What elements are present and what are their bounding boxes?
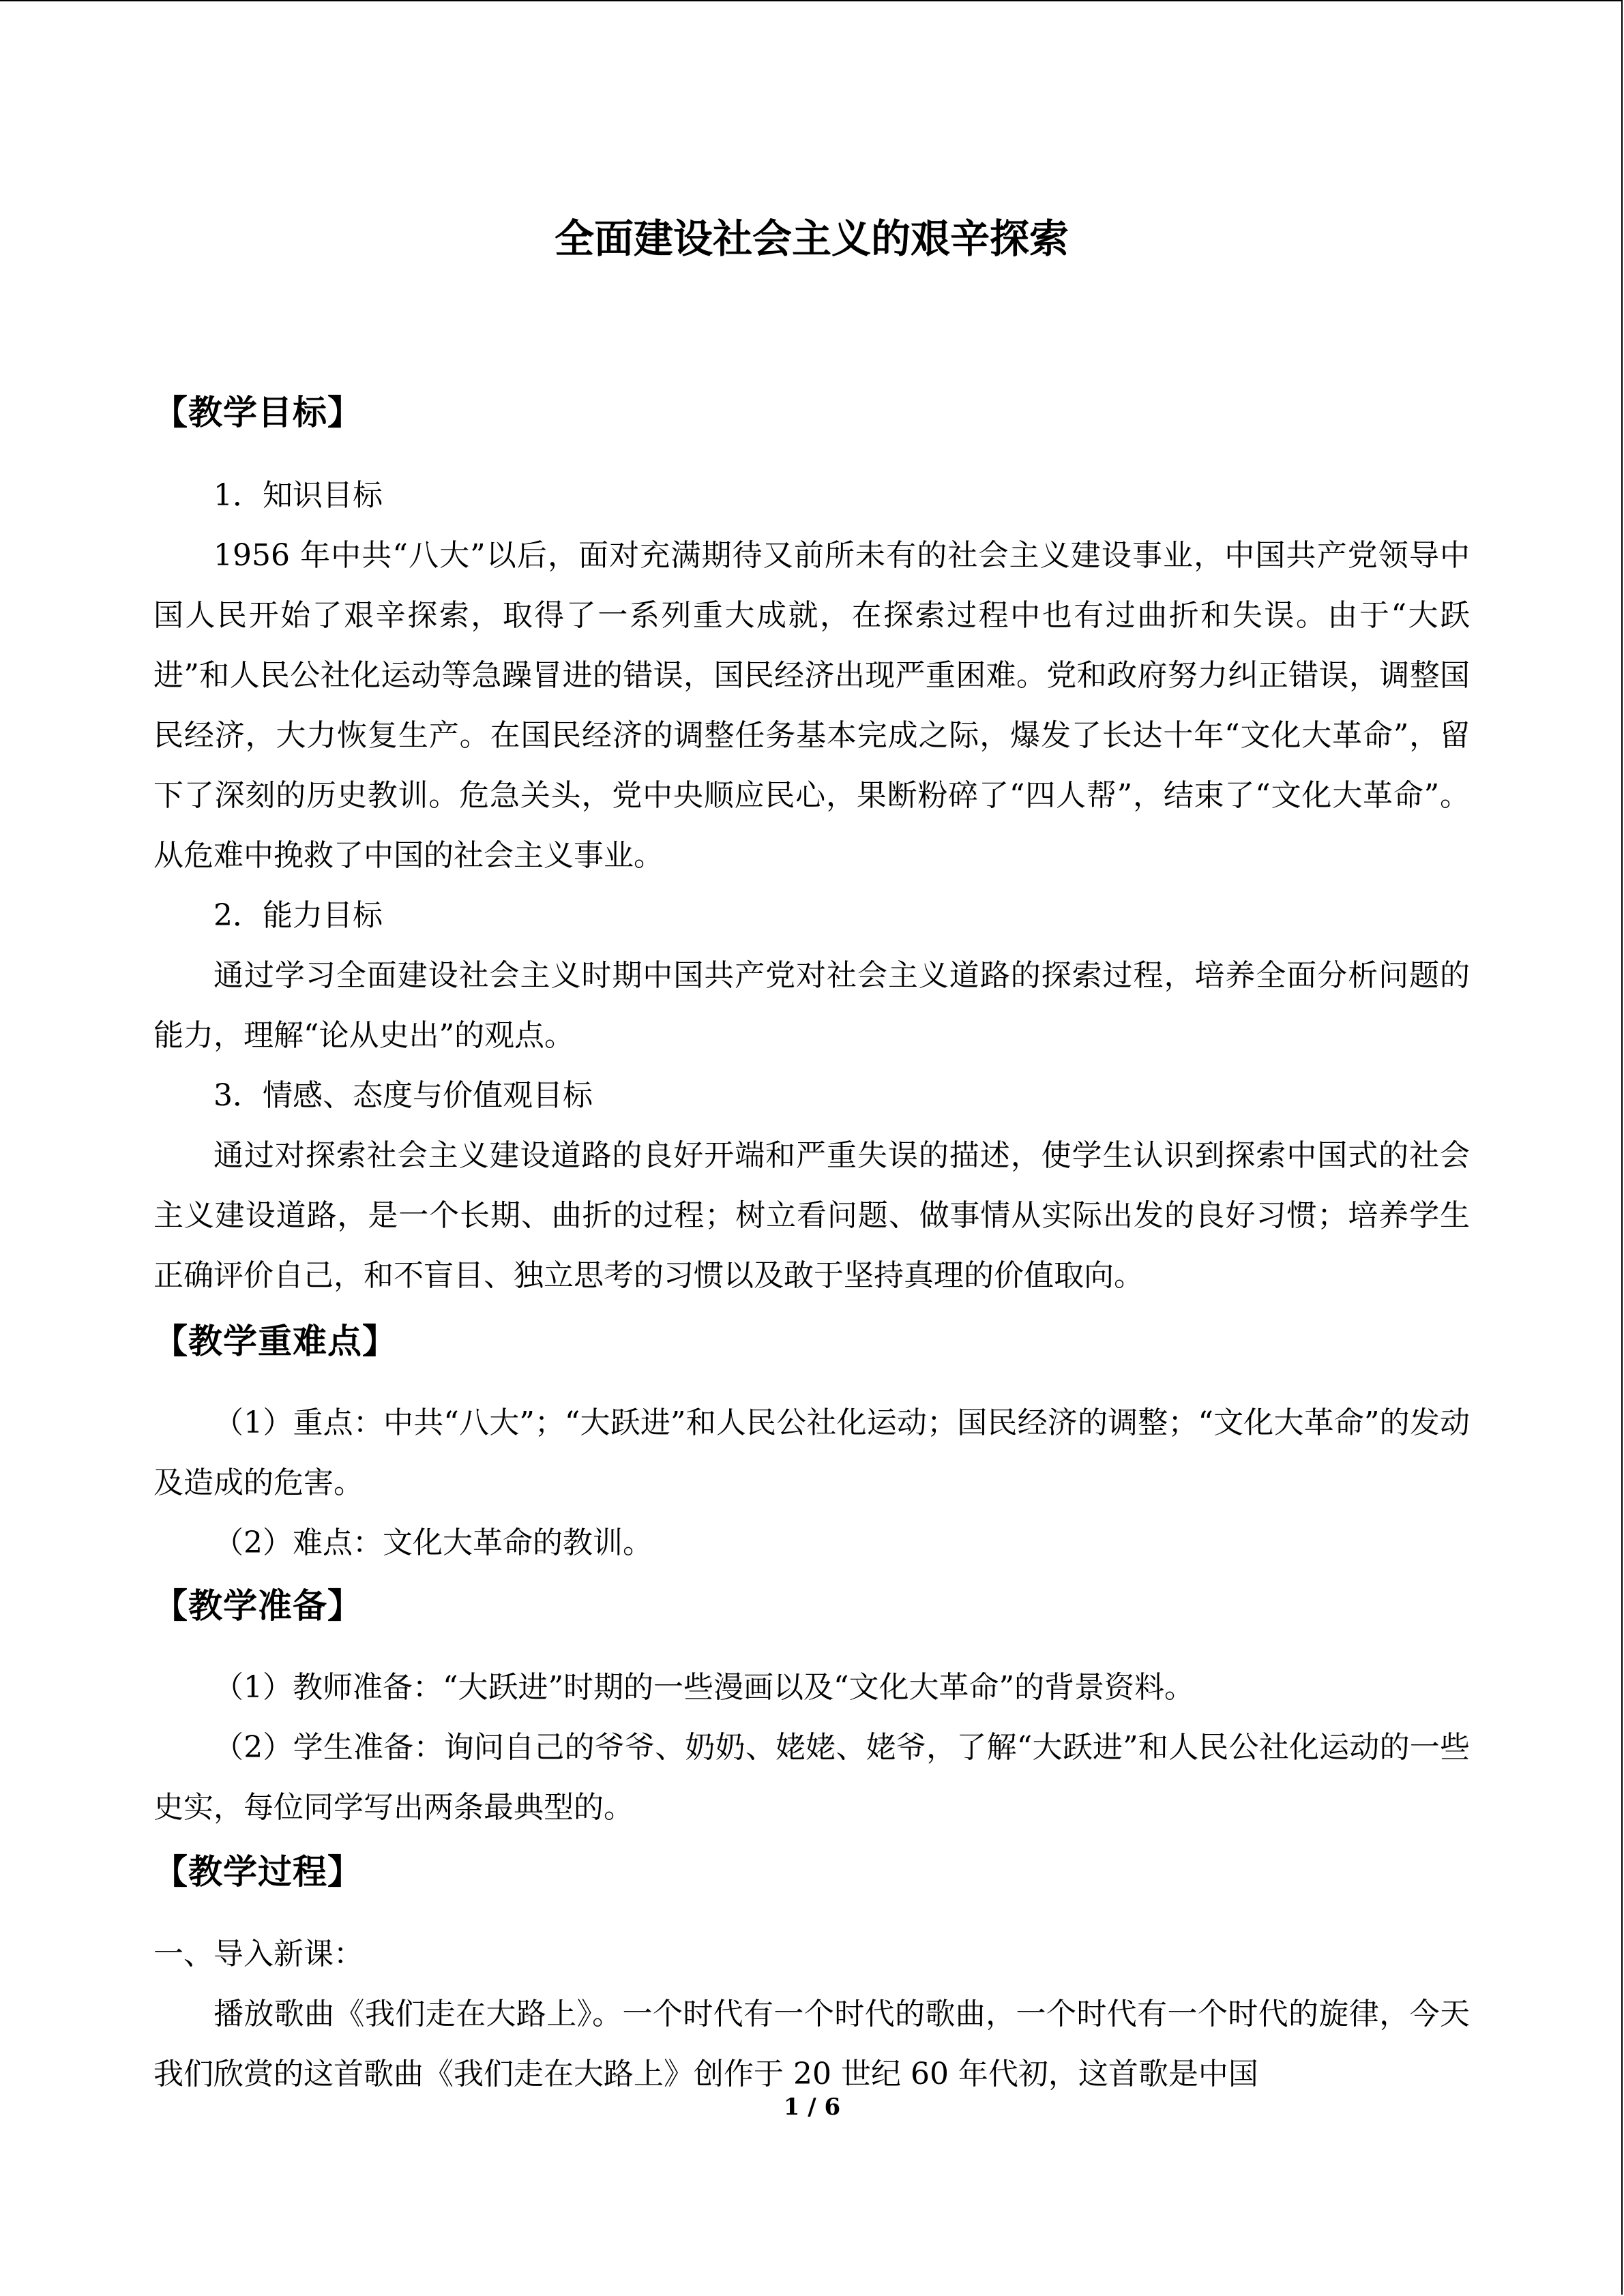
- key-points-heading: 【教学重难点】: [153, 1322, 397, 1361]
- values-goal-text: 通过对探索社会主义建设道路的良好开端和严重失误的描述，使学生认识到探索中国式的社会主义建设道路，是一个长期、曲折的过程；树立看问题、做事情从实际出发的良好习惯；培养学生正确评价自己，和不盲目、独立思考的习惯以及敢于坚持真理的价值取向。: [153, 1138, 1470, 1293]
- key-point-difficulty: （2）难点：文化大革命的教训。: [213, 1525, 653, 1560]
- document-title: 全面建设社会主义的艰辛探索: [554, 215, 1069, 262]
- ability-goal-label: 2．能力目标: [213, 898, 383, 933]
- knowledge-goal-label: 1．知识目标: [213, 478, 383, 513]
- teaching-goals-heading: 【教学目标】: [153, 393, 362, 432]
- preparation-heading: 【教学准备】: [153, 1586, 362, 1626]
- intro-text: 播放歌曲《我们走在大路上》。一个时代有一个时代的歌曲，一个时代有一个时代的旋律，今天我们欣赏的这首歌曲《我们走在大路上》创作于 20 世纪 60 年代初，这首歌是中国: [153, 1997, 1470, 2091]
- teacher-preparation: （1）教师准备：“大跃进”时期的一些漫画以及“文化大革命”的背景资料。: [213, 1670, 1194, 1705]
- intro-label: 一、导入新课：: [153, 1937, 364, 1971]
- knowledge-goal-text: 1956 年中共“八大”以后，面对充满期待又前所未有的社会主义建设事业，中国共产党领导中国人民开始了艰辛探索，取得了一系列重大成就，在探索过程中也有过曲折和失误。由于“大跃进”和人民公社化运动等急躁冒进的错误，国民经济出现严重困难。党和政府努力纠正错误，调整国民经济，大力恢复生产。在国民经济的调整任务基本完成之际，爆发了长达十年“文化大革命”，留下了深刻的历史教训。危急关头，党中央顺应民心，果断粉碎了“四人帮”，结束了“文化大革命”。从危难中挽救了中国的社会主义事业。: [153, 538, 1470, 873]
- page-number: 1 / 6: [783, 2093, 841, 2121]
- student-preparation: （2）学生准备：询问自己的爷爷、奶奶、姥姥、姥爷，了解“大跃进”和人民公社化运动的一些史实，每位同学写出两条最典型的。: [153, 1730, 1470, 1825]
- values-goal-label: 3．情感、态度与价值观目标: [213, 1078, 593, 1113]
- key-point-focus: （1）重点：中共“八大”；“大跃进”和人民公社化运动；国民经济的调整；“文化大革命”的发动及造成的危害。: [153, 1405, 1470, 1500]
- process-heading: 【教学过程】: [153, 1852, 362, 1892]
- ability-goal-text: 通过学习全面建设社会主义时期中国共产党对社会主义道路的探索过程，培养全面分析问题的能力，理解“论从史出”的观点。: [153, 958, 1470, 1053]
